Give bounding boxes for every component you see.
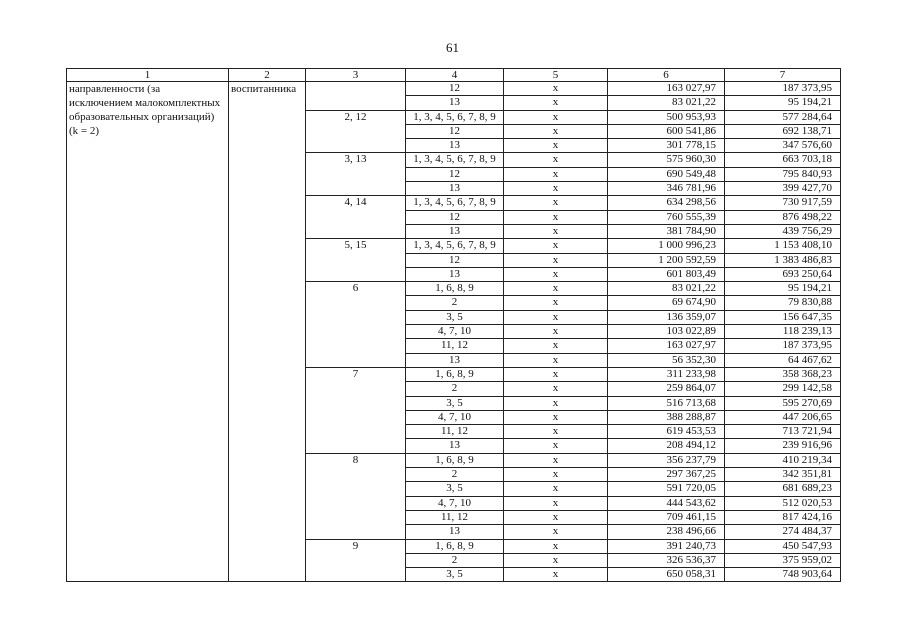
group-key-cell: 9 xyxy=(306,539,406,582)
x-cell: x xyxy=(504,96,608,110)
value-cell: 690 549,48 xyxy=(608,167,725,181)
code-cell: 11, 12 xyxy=(406,510,504,524)
value-cell: 439 756,29 xyxy=(725,224,841,238)
code-cell: 13 xyxy=(406,267,504,281)
value-cell: 650 058,31 xyxy=(608,568,725,582)
code-cell: 12 xyxy=(406,167,504,181)
value-cell: 69 674,90 xyxy=(608,296,725,310)
value-cell: 619 453,53 xyxy=(608,425,725,439)
x-cell: x xyxy=(504,210,608,224)
code-cell: 11, 12 xyxy=(406,425,504,439)
x-cell: x xyxy=(504,282,608,296)
value-cell: 326 536,37 xyxy=(608,553,725,567)
value-cell: 693 250,64 xyxy=(725,267,841,281)
value-cell: 358 368,23 xyxy=(725,367,841,381)
column-header: 1 xyxy=(67,69,229,82)
value-cell: 259 864,07 xyxy=(608,382,725,396)
x-cell: x xyxy=(504,367,608,381)
value-cell: 1 153 408,10 xyxy=(725,239,841,253)
value-cell: 346 781,96 xyxy=(608,182,725,196)
x-cell: x xyxy=(504,453,608,467)
column-header: 7 xyxy=(725,69,841,82)
value-cell: 591 720,05 xyxy=(608,482,725,496)
value-cell: 56 352,30 xyxy=(608,353,725,367)
code-cell: 12 xyxy=(406,82,504,96)
code-cell: 3, 5 xyxy=(406,482,504,496)
group-key-cell xyxy=(306,82,406,111)
x-cell: x xyxy=(504,539,608,553)
value-cell: 274 484,37 xyxy=(725,525,841,539)
value-cell: 163 027,97 xyxy=(608,82,725,96)
category-description: направленности (за исключением малокомплектных образовательных организаций) (k = 2) xyxy=(67,82,229,582)
group-key-cell: 6 xyxy=(306,282,406,368)
x-cell: x xyxy=(504,482,608,496)
header-row xyxy=(67,69,841,82)
x-cell: x xyxy=(504,425,608,439)
value-cell: 381 784,90 xyxy=(608,224,725,238)
value-cell: 239 916,96 xyxy=(725,439,841,453)
code-cell: 3, 5 xyxy=(406,568,504,582)
value-cell: 600 541,86 xyxy=(608,124,725,138)
value-cell: 709 461,15 xyxy=(608,510,725,524)
value-cell: 297 367,25 xyxy=(608,468,725,482)
value-cell: 450 547,93 xyxy=(725,539,841,553)
group-key-cell: 4, 14 xyxy=(306,196,406,239)
x-cell: x xyxy=(504,196,608,210)
value-cell: 118 239,13 xyxy=(725,325,841,339)
column-header: 5 xyxy=(504,69,608,82)
code-cell: 13 xyxy=(406,353,504,367)
code-cell: 4, 7, 10 xyxy=(406,325,504,339)
code-cell: 13 xyxy=(406,182,504,196)
code-cell: 1, 3, 4, 5, 6, 7, 8, 9 xyxy=(406,196,504,210)
code-cell: 13 xyxy=(406,139,504,153)
value-cell: 83 021,22 xyxy=(608,96,725,110)
value-cell: 512 020,53 xyxy=(725,496,841,510)
value-cell: 311 233,98 xyxy=(608,367,725,381)
value-cell: 83 021,22 xyxy=(608,282,725,296)
x-cell: x xyxy=(504,110,608,124)
x-cell: x xyxy=(504,339,608,353)
value-cell: 356 237,79 xyxy=(608,453,725,467)
value-cell: 575 960,30 xyxy=(608,153,725,167)
code-cell: 11, 12 xyxy=(406,339,504,353)
value-cell: 187 373,95 xyxy=(725,339,841,353)
column-header: 6 xyxy=(608,69,725,82)
value-cell: 342 351,81 xyxy=(725,468,841,482)
value-cell: 1 200 592,59 xyxy=(608,253,725,267)
value-cell: 1 383 486,83 xyxy=(725,253,841,267)
group-key-cell: 3, 13 xyxy=(306,153,406,196)
x-cell: x xyxy=(504,224,608,238)
x-cell: x xyxy=(504,468,608,482)
code-cell: 2 xyxy=(406,468,504,482)
value-cell: 516 713,68 xyxy=(608,396,725,410)
value-cell: 748 903,64 xyxy=(725,568,841,582)
group-key-cell: 8 xyxy=(306,453,406,539)
group-key-cell: 5, 15 xyxy=(306,239,406,282)
value-cell: 795 840,93 xyxy=(725,167,841,181)
code-cell: 4, 7, 10 xyxy=(406,496,504,510)
value-cell: 301 778,15 xyxy=(608,139,725,153)
x-cell: x xyxy=(504,182,608,196)
code-cell: 1, 3, 4, 5, 6, 7, 8, 9 xyxy=(406,110,504,124)
value-cell: 713 721,94 xyxy=(725,425,841,439)
value-cell: 681 689,23 xyxy=(725,482,841,496)
x-cell: x xyxy=(504,310,608,324)
x-cell: x xyxy=(504,525,608,539)
x-cell: x xyxy=(504,239,608,253)
value-cell: 95 194,21 xyxy=(725,282,841,296)
code-cell: 12 xyxy=(406,210,504,224)
code-cell: 1, 3, 4, 5, 6, 7, 8, 9 xyxy=(406,153,504,167)
value-cell: 1 000 996,23 xyxy=(608,239,725,253)
value-cell: 187 373,95 xyxy=(725,82,841,96)
x-cell: x xyxy=(504,139,608,153)
x-cell: x xyxy=(504,496,608,510)
x-cell: x xyxy=(504,325,608,339)
value-cell: 595 270,69 xyxy=(725,396,841,410)
group-key-cell: 7 xyxy=(306,367,406,453)
x-cell: x xyxy=(504,553,608,567)
x-cell: x xyxy=(504,267,608,281)
value-cell: 388 288,87 xyxy=(608,410,725,424)
column-header: 4 xyxy=(406,69,504,82)
pupil-label: воспитанника xyxy=(229,82,306,582)
x-cell: x xyxy=(504,439,608,453)
value-cell: 410 219,34 xyxy=(725,453,841,467)
code-cell: 1, 3, 4, 5, 6, 7, 8, 9 xyxy=(406,239,504,253)
code-cell: 4, 7, 10 xyxy=(406,410,504,424)
value-cell: 208 494,12 xyxy=(608,439,725,453)
code-cell: 2 xyxy=(406,553,504,567)
x-cell: x xyxy=(504,253,608,267)
x-cell: x xyxy=(504,167,608,181)
code-cell: 12 xyxy=(406,124,504,138)
x-cell: x xyxy=(504,410,608,424)
code-cell: 13 xyxy=(406,525,504,539)
code-cell: 2 xyxy=(406,382,504,396)
column-header: 3 xyxy=(306,69,406,82)
code-cell: 12 xyxy=(406,253,504,267)
code-cell: 3, 5 xyxy=(406,310,504,324)
value-cell: 64 467,62 xyxy=(725,353,841,367)
code-cell: 2 xyxy=(406,296,504,310)
value-cell: 577 284,64 xyxy=(725,110,841,124)
value-cell: 760 555,39 xyxy=(608,210,725,224)
x-cell: x xyxy=(504,153,608,167)
value-cell: 299 142,58 xyxy=(725,382,841,396)
tariff-table xyxy=(66,68,841,582)
code-cell: 1, 6, 8, 9 xyxy=(406,539,504,553)
code-cell: 1, 6, 8, 9 xyxy=(406,367,504,381)
value-cell: 238 496,66 xyxy=(608,525,725,539)
x-cell: x xyxy=(504,353,608,367)
column-header: 2 xyxy=(229,69,306,82)
value-cell: 347 576,60 xyxy=(725,139,841,153)
x-cell: x xyxy=(504,510,608,524)
x-cell: x xyxy=(504,396,608,410)
value-cell: 500 953,93 xyxy=(608,110,725,124)
x-cell: x xyxy=(504,82,608,96)
value-cell: 95 194,21 xyxy=(725,96,841,110)
value-cell: 634 298,56 xyxy=(608,196,725,210)
value-cell: 79 830,88 xyxy=(725,296,841,310)
code-cell: 13 xyxy=(406,96,504,110)
code-cell: 3, 5 xyxy=(406,396,504,410)
value-cell: 156 647,35 xyxy=(725,310,841,324)
page-number: 61 xyxy=(446,40,459,55)
code-cell: 1, 6, 8, 9 xyxy=(406,453,504,467)
value-cell: 663 703,18 xyxy=(725,153,841,167)
x-cell: x xyxy=(504,124,608,138)
value-cell: 163 027,97 xyxy=(608,339,725,353)
value-cell: 375 959,02 xyxy=(725,553,841,567)
x-cell: x xyxy=(504,382,608,396)
value-cell: 391 240,73 xyxy=(608,539,725,553)
value-cell: 692 138,71 xyxy=(725,124,841,138)
table-row xyxy=(67,82,841,96)
x-cell: x xyxy=(504,568,608,582)
value-cell: 730 917,59 xyxy=(725,196,841,210)
group-key-cell: 2, 12 xyxy=(306,110,406,153)
value-cell: 399 427,70 xyxy=(725,182,841,196)
value-cell: 817 424,16 xyxy=(725,510,841,524)
x-cell: x xyxy=(504,296,608,310)
value-cell: 444 543,62 xyxy=(608,496,725,510)
value-cell: 103 022,89 xyxy=(608,325,725,339)
code-cell: 13 xyxy=(406,224,504,238)
value-cell: 876 498,22 xyxy=(725,210,841,224)
code-cell: 13 xyxy=(406,439,504,453)
value-cell: 447 206,65 xyxy=(725,410,841,424)
value-cell: 601 803,49 xyxy=(608,267,725,281)
value-cell: 136 359,07 xyxy=(608,310,725,324)
code-cell: 1, 6, 8, 9 xyxy=(406,282,504,296)
